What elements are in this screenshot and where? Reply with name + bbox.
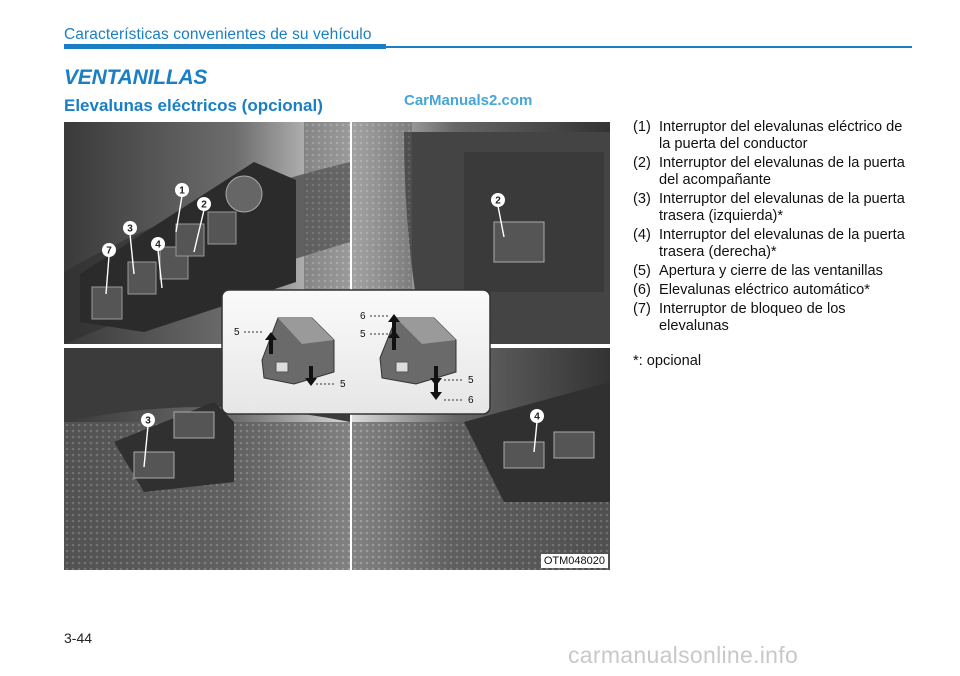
optional-note: *: opcional — [633, 353, 702, 369]
inset-label-5-down-right: 5 — [468, 375, 474, 386]
inset-label-5-down: 5 — [340, 379, 346, 390]
switch-detail-inset — [222, 290, 490, 414]
callout-7-label: 7 — [106, 245, 112, 257]
watermark-top: CarManuals2.com — [404, 92, 533, 109]
list-item-text: Interruptor del elevalunas eléctrico de la puerta del conductor — [659, 119, 903, 152]
section-title: VENTANILLAS — [64, 66, 208, 89]
list-item-number: (7) — [633, 301, 651, 317]
list-item — [633, 155, 913, 189]
list-item-text: Interruptor del elevalunas de la puerta del acompañante — [659, 155, 905, 188]
figure-code: OTM048020 — [541, 554, 608, 568]
list-item-number: (3) — [633, 191, 651, 207]
chapter-header: Características convenientes de su vehículo — [64, 26, 372, 43]
item-list — [633, 119, 913, 370]
list-item — [633, 119, 913, 153]
list-item-number: (5) — [633, 263, 651, 279]
callout-2-passenger-label: 2 — [495, 195, 501, 207]
inset-label-5-up-right: 5 — [360, 329, 366, 340]
list-item — [633, 282, 913, 299]
list-item-text: Interruptor del elevalunas de la puerta trasera (izquierda)* — [659, 191, 905, 224]
callout-3-label: 3 — [127, 223, 133, 235]
list-item-text: Interruptor de bloqueo de los elevalunas — [659, 301, 846, 334]
list-item-number: (6) — [633, 282, 651, 298]
callout-3-rear-label: 3 — [145, 415, 151, 427]
inset-label-6-up: 6 — [360, 311, 366, 322]
callout-4-rear-label: 4 — [534, 411, 540, 423]
list-item-text: Elevalunas eléctrico automático* — [659, 282, 870, 298]
inset-label-6-down: 6 — [468, 395, 474, 406]
list-item-number: (2) — [633, 155, 651, 171]
callout-2-label: 2 — [201, 199, 207, 211]
callout-4-label: 4 — [155, 239, 161, 251]
list-item-number: (4) — [633, 227, 651, 243]
callout-1-label: 1 — [179, 185, 185, 197]
inset-label-5-up: 5 — [234, 327, 240, 338]
list-item-text: Interruptor del elevalunas de la puerta trasera (derecha)* — [659, 227, 905, 260]
list-item-text: Apertura y cierre de las ventanillas — [659, 263, 883, 279]
list-item — [633, 263, 913, 280]
list-item — [633, 191, 913, 225]
section-subtitle: Elevalunas eléctricos (opcional) — [64, 96, 323, 115]
list-item-number: (1) — [633, 119, 651, 135]
watermark-bottom: carmanualsonline.info — [568, 642, 799, 668]
list-item — [633, 227, 913, 261]
list-item — [633, 301, 913, 335]
page-number: 3-44 — [64, 630, 93, 646]
chapter-rule — [64, 46, 912, 48]
window-switch-figure — [64, 122, 610, 570]
